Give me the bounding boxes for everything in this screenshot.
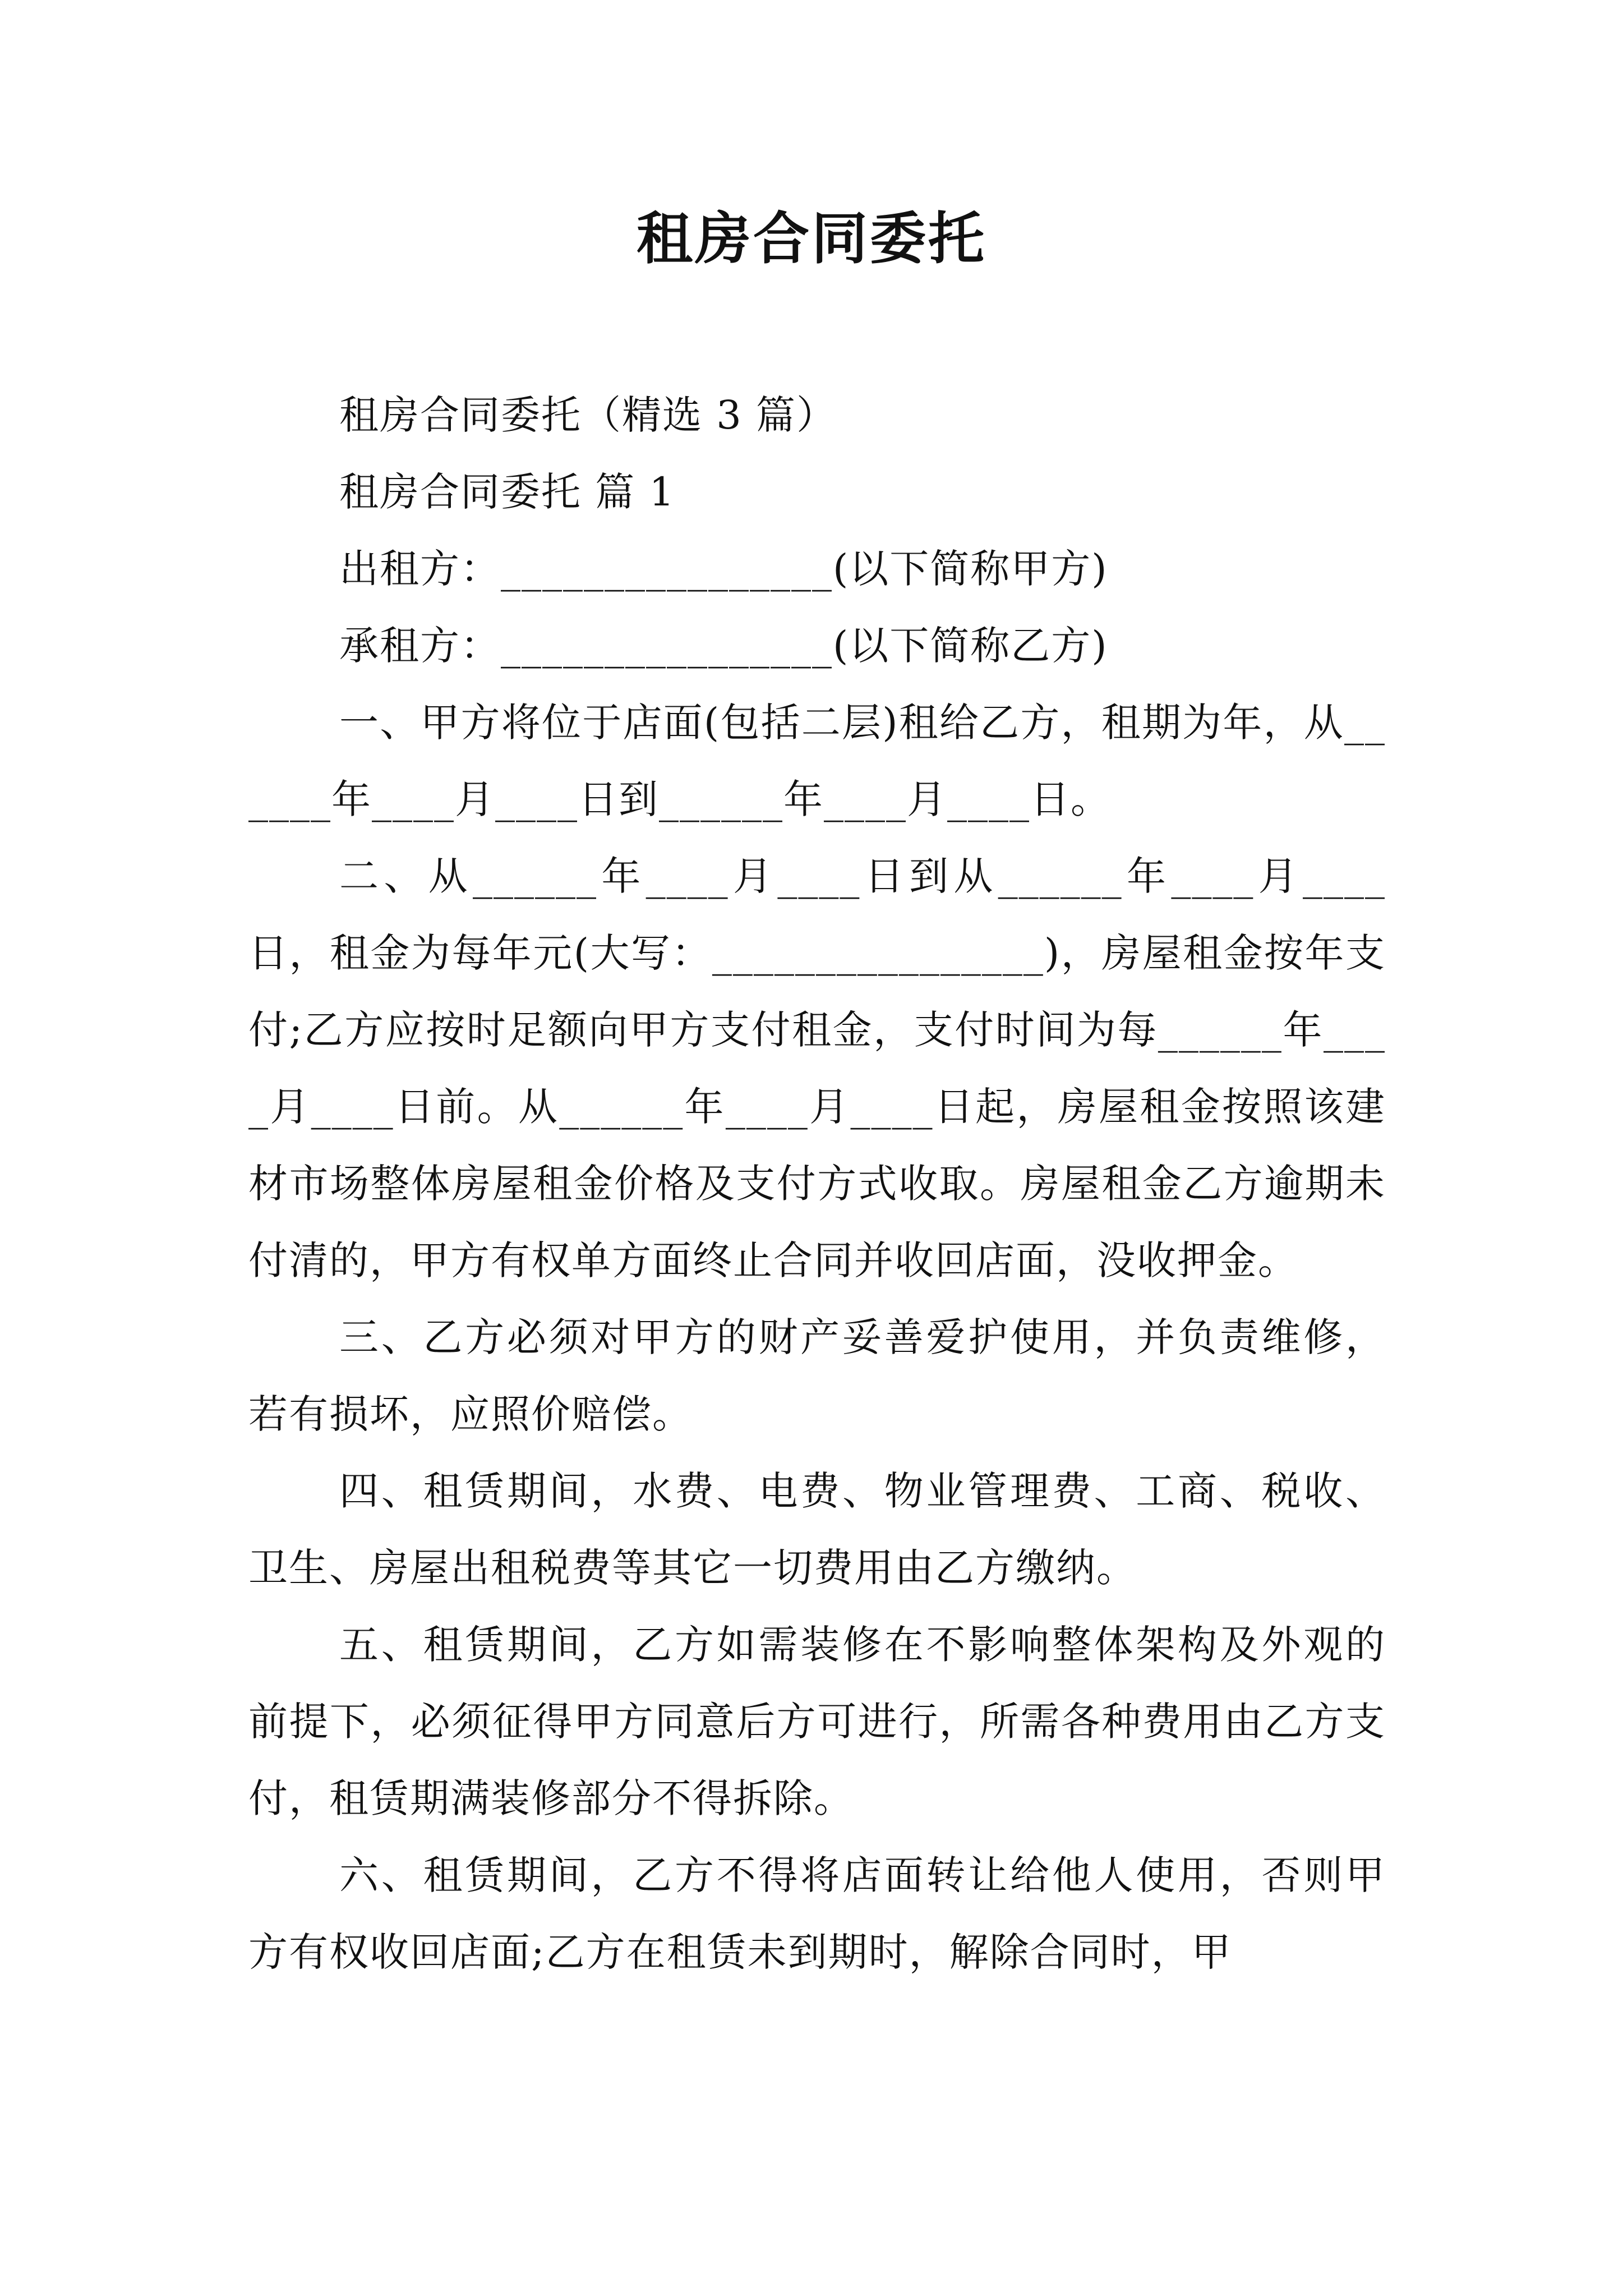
lessor-line: 出租方：________________(以下简称甲方) bbox=[339, 546, 1108, 592]
clause-4: 四、租赁期间，水费、电费、物业管理费、工商、税收、卫生、房屋出租税费等其它一切费用由乙方缴纳。 bbox=[248, 1468, 1386, 1591]
clause-1: 一、甲方将位于店面(包括二层)租给乙方，租期为年，从______年____月____日到______年____月____日。 bbox=[248, 700, 1386, 822]
lessee-line: 承租方：________________(以下简称乙方) bbox=[339, 623, 1108, 669]
clause-2: 二、从______年____月____日到从______年____月____日，租金为每年元(大写：________________)，房屋租金按年支付;乙方应按时足额向甲方支付租金，支付时间为每______年____月____日前。从______年____月____日起，房屋租金按照该建材市场整体房屋租金价格及支付方式收取。房屋租金乙方逾期未付清的，甲方有权单方面终止合同并收回店面，没收押金。 bbox=[248, 853, 1386, 1283]
clause-5: 五、租赁期间，乙方如需装修在不影响整体架构及外观的前提下，必须征得甲方同意后方可进行，所需各种费用由乙方支付，租赁期满装修部分不得拆除。 bbox=[248, 1622, 1386, 1821]
document-title: 租房合同委托 bbox=[637, 205, 986, 272]
document-body bbox=[248, 377, 1386, 1991]
clause-3: 三、乙方必须对甲方的财产妥善爱护使用，并负责维修，若有损坏，应照价赔偿。 bbox=[248, 1314, 1386, 1437]
section-heading: 租房合同委托 篇 1 bbox=[339, 469, 676, 515]
clause-6: 六、租赁期间，乙方不得将店面转让给他人使用，否则甲方有权收回店面;乙方在租赁未到期时，解除合同时，甲 bbox=[248, 1852, 1386, 1975]
document-subtitle: 租房合同委托（精选 3 篇） bbox=[339, 392, 837, 438]
